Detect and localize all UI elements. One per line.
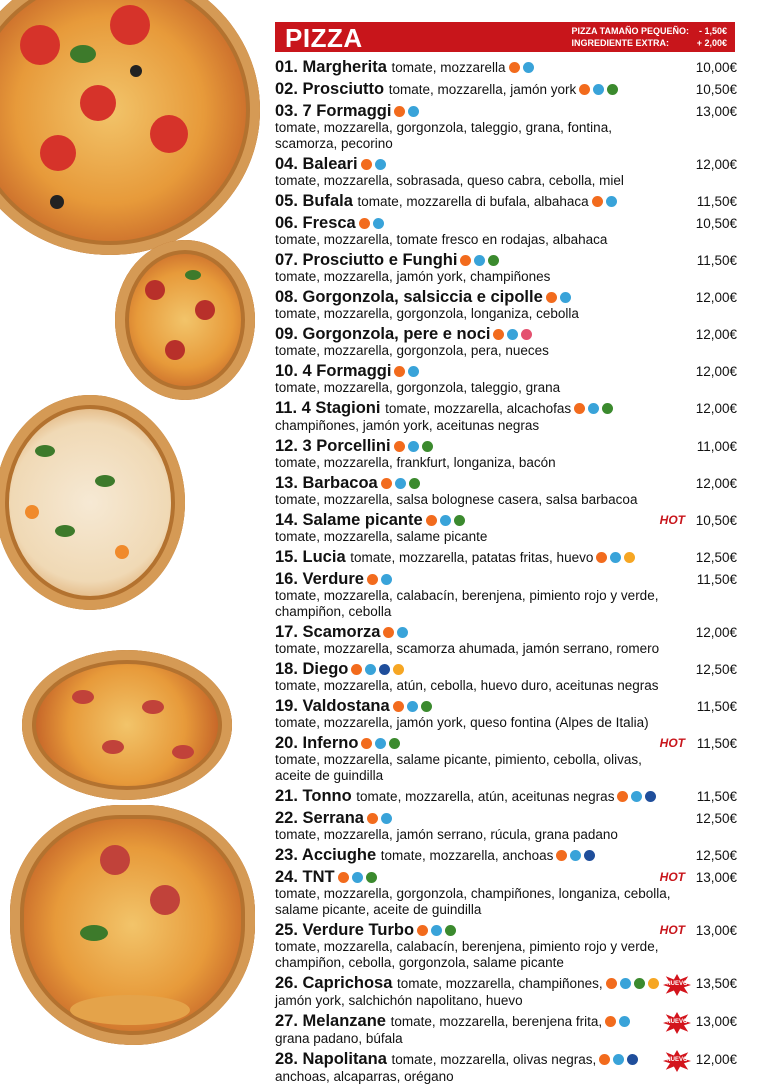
orange-allergen-icon: [394, 366, 405, 377]
orange-allergen-icon: [596, 552, 607, 563]
allergen-icons: [543, 288, 571, 306]
menu-item: [275, 511, 737, 545]
blue-allergen-icon: [593, 84, 604, 95]
pizza-price: 10,50€: [695, 82, 737, 97]
pizza-price: 12,50€: [695, 811, 737, 826]
pizza-ingredients: tomate, mozzarella, gorgonzola, champiñones, longaniza, cebolla, salame picante, aceite de guindilla: [275, 886, 671, 917]
menu-item: [275, 362, 737, 396]
pizza-ingredients: tomate, mozzarella, jamón york, queso fontina (Alpes de Italia): [275, 715, 649, 730]
menu-item: [275, 192, 737, 211]
pizza-ingredients: tomate, mozzarella, gorgonzola, taleggio, grana: [275, 380, 561, 395]
new-badge-label: NUEVO: [666, 981, 688, 987]
blue-allergen-icon: [381, 574, 392, 585]
pizza-name: 10. 4 Formaggi: [275, 362, 392, 380]
blue-allergen-icon: [373, 218, 384, 229]
pizza-name: 20. Inferno: [275, 734, 359, 752]
menu-item-title-line: [275, 787, 673, 806]
menu-item: [275, 974, 737, 1009]
green-allergen-icon: [366, 872, 377, 883]
pizza-price: 12,00€: [695, 290, 737, 305]
menu-item-title-line: [275, 214, 673, 232]
blue-allergen-icon: [619, 1016, 630, 1027]
pizza-price: 13,00€: [695, 1014, 737, 1029]
blue-allergen-icon: [375, 159, 386, 170]
pizza-name: 19. Valdostana: [275, 697, 390, 715]
menu-item-title-line: [275, 868, 673, 886]
menu-item: [275, 80, 737, 99]
menu-header-bar: [275, 22, 735, 52]
small-size-price: - 1,50€: [698, 26, 727, 36]
green-allergen-icon: [602, 403, 613, 414]
menu-item: [275, 1050, 737, 1085]
blue-allergen-icon: [588, 403, 599, 414]
menu-item: [275, 921, 737, 971]
orange-allergen-icon: [579, 84, 590, 95]
pizza-ingredients-inline: tomate, mozzarella: [391, 60, 506, 75]
allergen-icons: [391, 437, 433, 455]
pizza-name: 25. Verdure Turbo: [275, 921, 415, 939]
allergen-icons: [614, 787, 656, 805]
pizza-ingredients: tomate, mozzarella, sobrasada, queso cabra, cebolla, miel: [275, 173, 624, 188]
pizza-image-2: [115, 240, 255, 400]
pizza-name: 27. Melanzane: [275, 1012, 386, 1030]
blue-allergen-icon: [474, 255, 485, 266]
menu-item: [275, 570, 737, 620]
allergen-icons: [602, 1012, 630, 1030]
pizza-image-slice: [10, 805, 255, 1045]
pizza-ingredients: tomate, mozzarella, gorgonzola, taleggio, grana, fontina, scamorza, pecorino: [275, 120, 612, 151]
pizza-ingredients: jamón york, salchichón napolitano, huevo: [275, 993, 523, 1008]
pizza-ingredients: tomate, mozzarella, gorgonzola, longaniza, cebolla: [275, 306, 579, 321]
blue-allergen-icon: [431, 925, 442, 936]
pizza-price: 12,50€: [695, 662, 737, 677]
orange-allergen-icon: [394, 106, 405, 117]
pizza-name: 12. 3 Porcellini: [275, 437, 391, 455]
navy-allergen-icon: [627, 1054, 638, 1065]
pizza-ingredients: tomate, mozzarella, jamón york, champiñones: [275, 269, 551, 284]
allergen-icons: [391, 102, 419, 120]
new-badge-label: NUEVO: [666, 1019, 688, 1025]
menu-item: [275, 660, 737, 694]
pizza-ingredients-inline: tomate, mozzarella, champiñones,: [396, 976, 603, 991]
green-allergen-icon: [634, 978, 645, 989]
extra-ingredient-price: + 2,00€: [696, 38, 727, 48]
blue-allergen-icon: [408, 106, 419, 117]
menu-item: [275, 102, 737, 152]
blue-allergen-icon: [397, 627, 408, 638]
allergen-icons: [596, 1050, 638, 1068]
pizza-name: 23. Acciughe: [275, 846, 377, 864]
pizza-price: 11,50€: [696, 572, 737, 587]
pizza-name: 05. Bufala: [275, 192, 353, 210]
pizza-price: 10,00€: [695, 60, 737, 75]
menu-item-title-line: [275, 1050, 673, 1069]
orange-allergen-icon: [509, 62, 520, 73]
pizza-ingredients: tomate, mozzarella, gorgonzola, pera, nueces: [275, 343, 549, 358]
pizza-ingredients-inline: tomate, mozzarella, olivas negras,: [391, 1052, 597, 1067]
orange-allergen-icon: [351, 664, 362, 675]
allergen-icons: [348, 660, 404, 678]
pizza-price: 12,50€: [695, 848, 737, 863]
pizza-price: 11,50€: [696, 253, 737, 268]
blue-allergen-icon: [408, 366, 419, 377]
pizza-price: 13,50€: [695, 976, 737, 991]
menu-item-title-line: [275, 623, 673, 641]
blue-allergen-icon: [631, 791, 642, 802]
hot-badge: HOT: [659, 870, 685, 884]
green-allergen-icon: [607, 84, 618, 95]
pizza-name: 04. Baleari: [275, 155, 358, 173]
menu-item-title-line: [275, 921, 673, 939]
orange-allergen-icon: [417, 925, 428, 936]
pizza-ingredients-inline: tomate, mozzarella, anchoas: [380, 848, 554, 863]
allergen-icons: [356, 214, 384, 232]
pizza-price: 11,50€: [696, 736, 737, 751]
pizza-price: 12,50€: [695, 550, 737, 565]
orange-allergen-icon: [359, 218, 370, 229]
pizza-name: 24. TNT: [275, 868, 335, 886]
pizza-ingredients: tomate, mozzarella, salame picante: [275, 529, 488, 544]
menu-item: [275, 787, 737, 806]
orange-allergen-icon: [574, 403, 585, 414]
pizza-name: 26. Caprichosa: [275, 974, 393, 992]
pink-allergen-icon: [521, 329, 532, 340]
menu-item-title-line: [275, 570, 673, 588]
orange-allergen-icon: [338, 872, 349, 883]
allergen-icons: [358, 155, 386, 173]
pizza-ingredients: tomate, mozzarella, salsa bolognese casera, salsa barbacoa: [275, 492, 638, 507]
green-allergen-icon: [445, 925, 456, 936]
pizza-price: 12,00€: [695, 401, 737, 416]
yellow-allergen-icon: [624, 552, 635, 563]
allergen-icons: [378, 474, 420, 492]
blue-allergen-icon: [610, 552, 621, 563]
blue-allergen-icon: [440, 515, 451, 526]
orange-allergen-icon: [393, 701, 404, 712]
new-badge: [663, 1050, 691, 1072]
menu-item-title-line: [275, 548, 673, 567]
orange-allergen-icon: [361, 159, 372, 170]
allergen-icons: [553, 846, 595, 864]
pizza-name: 03. 7 Formaggi: [275, 102, 392, 120]
menu-item: [275, 474, 737, 508]
pizza-price: 10,50€: [695, 216, 737, 231]
menu-item: [275, 437, 737, 471]
pizza-ingredients: tomate, mozzarella, atún, cebolla, huevo duro, aceitunas negras: [275, 678, 659, 693]
pizza-ingredients: tomate, mozzarella, jamón serrano, rúcula, grana padano: [275, 827, 618, 842]
pizza-name: 14. Salame picante: [275, 511, 423, 529]
blue-allergen-icon: [381, 813, 392, 824]
allergen-icons: [380, 623, 408, 641]
menu-item: [275, 623, 737, 657]
pizza-price: 11,50€: [696, 194, 737, 209]
pizza-name: 07. Prosciutto e Funghi: [275, 251, 458, 269]
hot-badge: HOT: [659, 923, 685, 937]
pizza-ingredients-inline: tomate, mozzarella, alcachofas: [385, 401, 572, 416]
pizza-price: 12,00€: [695, 625, 737, 640]
pizza-name: 08. Gorgonzola, salsiccia e cipolle: [275, 288, 543, 306]
navy-allergen-icon: [645, 791, 656, 802]
blue-allergen-icon: [620, 978, 631, 989]
pizza-name: 28. Napolitana: [275, 1050, 387, 1068]
orange-allergen-icon: [617, 791, 628, 802]
new-badge: [663, 1012, 691, 1034]
menu-item-title-line: [275, 192, 673, 211]
blue-allergen-icon: [408, 441, 419, 452]
allergen-icons: [490, 325, 532, 343]
pizza-image-top: [0, 0, 260, 255]
menu-item-title-line: [275, 288, 673, 306]
pizza-price: 12,00€: [695, 364, 737, 379]
pizza-name: 16. Verdure: [275, 570, 364, 588]
menu-item: [275, 697, 737, 731]
pizza-name: 22. Serrana: [275, 809, 364, 827]
pizza-name: 06. Fresca: [275, 214, 356, 232]
allergen-icons: [391, 362, 419, 380]
blue-allergen-icon: [352, 872, 363, 883]
pizza-price: 12,00€: [695, 1052, 737, 1067]
allergen-icons: [593, 548, 635, 566]
allergen-icons: [358, 734, 400, 752]
menu-item-title-line: [275, 697, 673, 715]
blue-allergen-icon: [523, 62, 534, 73]
pizza-image-4: [22, 650, 232, 800]
pizza-price: 10,50€: [695, 513, 737, 528]
menu-item-title-line: [275, 734, 673, 752]
blue-allergen-icon: [606, 196, 617, 207]
pizza-price: 13,00€: [695, 870, 737, 885]
menu-title: PIZZA: [285, 23, 363, 53]
pizza-ingredients-inline: tomate, mozzarella, jamón york: [388, 82, 577, 97]
orange-allergen-icon: [361, 738, 372, 749]
green-allergen-icon: [422, 441, 433, 452]
orange-allergen-icon: [381, 478, 392, 489]
navy-allergen-icon: [379, 664, 390, 675]
menu-item-title-line: [275, 660, 673, 678]
pizza-image-3: [0, 395, 185, 610]
menu-item-title-line: [275, 251, 673, 269]
green-allergen-icon: [421, 701, 432, 712]
allergen-icons: [335, 868, 377, 886]
orange-allergen-icon: [367, 574, 378, 585]
menu-item: [275, 325, 737, 359]
blue-allergen-icon: [507, 329, 518, 340]
pizza-ingredients: champiñones, jamón york, aceitunas negras: [275, 418, 540, 433]
allergen-icons: [364, 570, 392, 588]
menu-item: [275, 734, 737, 784]
pizza-name: 02. Prosciutto: [275, 80, 385, 98]
pizza-price: 11,50€: [696, 789, 737, 804]
menu-item: [275, 809, 737, 843]
pizza-price: 11,50€: [696, 699, 737, 714]
pizza-price: 11,00€: [696, 439, 737, 454]
yellow-allergen-icon: [648, 978, 659, 989]
allergen-icons: [589, 192, 617, 210]
pizza-ingredients-inline: tomate, mozzarella, patatas fritas, huevo: [350, 550, 594, 565]
menu-item-title-line: [275, 155, 673, 173]
new-badge-label: NUEVO: [666, 1057, 688, 1063]
orange-allergen-icon: [605, 1016, 616, 1027]
menu-item: [275, 251, 737, 285]
pizza-price: 13,00€: [695, 923, 737, 938]
menu-item: [275, 214, 737, 248]
orange-allergen-icon: [367, 813, 378, 824]
orange-allergen-icon: [546, 292, 557, 303]
allergen-icons: [457, 251, 499, 269]
new-badge: [663, 974, 691, 996]
menu-item-title-line: [275, 1012, 673, 1031]
pizza-menu-list: [275, 58, 737, 1088]
pizza-price: 12,00€: [695, 157, 737, 172]
pizza-price: 13,00€: [695, 104, 737, 119]
pizza-ingredients: tomate, mozzarella, scamorza ahumada, jamón serrano, romero: [275, 641, 660, 656]
menu-item: [275, 58, 737, 77]
allergen-icons: [603, 974, 659, 992]
blue-allergen-icon: [375, 738, 386, 749]
pizza-ingredients: tomate, mozzarella, salame picante, pimiento, cebolla, olivas, aceite de guindilla: [275, 752, 642, 783]
pizza-name: 15. Lucia: [275, 548, 346, 566]
green-allergen-icon: [389, 738, 400, 749]
menu-item: [275, 868, 737, 918]
allergen-icons: [414, 921, 456, 939]
blue-allergen-icon: [365, 664, 376, 675]
pizza-ingredients-inline: tomate, mozzarella di bufala, albahaca: [357, 194, 589, 209]
orange-allergen-icon: [599, 1054, 610, 1065]
menu-item: [275, 399, 737, 434]
green-allergen-icon: [488, 255, 499, 266]
navy-allergen-icon: [584, 850, 595, 861]
pizza-price: 12,00€: [695, 327, 737, 342]
blue-allergen-icon: [560, 292, 571, 303]
pizza-ingredients: tomate, mozzarella, frankfurt, longaniza, bacón: [275, 455, 556, 470]
allergen-icons: [364, 809, 392, 827]
pizza-name: 11. 4 Stagioni: [275, 399, 381, 417]
allergen-icons: [571, 399, 613, 417]
pizza-ingredients: anchoas, alcaparras, orégano: [275, 1069, 454, 1084]
menu-item: [275, 548, 737, 567]
orange-allergen-icon: [394, 441, 405, 452]
allergen-icons: [506, 58, 534, 76]
pizza-name: 01. Margherita: [275, 58, 387, 76]
menu-item-title-line: [275, 399, 673, 418]
menu-item: [275, 846, 737, 865]
pizza-name: 13. Barbacoa: [275, 474, 378, 492]
yellow-allergen-icon: [393, 664, 404, 675]
header-pricing-info: [571, 25, 727, 49]
pizza-images-column: [0, 0, 268, 1063]
allergen-icons: [423, 511, 465, 529]
menu-item-title-line: [275, 362, 673, 380]
pizza-name: 17. Scamorza: [275, 623, 381, 641]
pizza-name: 18. Diego: [275, 660, 349, 678]
menu-item-title-line: [275, 325, 673, 343]
green-allergen-icon: [409, 478, 420, 489]
pizza-ingredients: tomate, mozzarella, calabacín, berenjena, pimiento rojo y verde, champiñon, cebolla, gorgonzola, salame picante: [275, 939, 659, 970]
orange-allergen-icon: [592, 196, 603, 207]
blue-allergen-icon: [395, 478, 406, 489]
pizza-ingredients-inline: tomate, mozzarella, atún, aceitunas negras: [356, 789, 615, 804]
menu-item-title-line: [275, 102, 673, 120]
menu-item-title-line: [275, 58, 673, 77]
orange-allergen-icon: [460, 255, 471, 266]
menu-item: [275, 1012, 737, 1047]
pizza-ingredients: grana padano, búfala: [275, 1031, 403, 1046]
menu-item-title-line: [275, 974, 673, 993]
green-allergen-icon: [454, 515, 465, 526]
pizza-ingredients-inline: tomate, mozzarella, berenjena frita,: [390, 1014, 603, 1029]
pizza-ingredients: tomate, mozzarella, tomate fresco en rodajas, albahaca: [275, 232, 608, 247]
pizza-ingredients: tomate, mozzarella, calabacín, berenjena, pimiento rojo y verde, champiñon, cebolla: [275, 588, 659, 619]
orange-allergen-icon: [493, 329, 504, 340]
allergen-icons: [576, 80, 618, 98]
hot-badge: HOT: [659, 736, 685, 750]
allergen-icons: [390, 697, 432, 715]
orange-allergen-icon: [556, 850, 567, 861]
menu-item: [275, 155, 737, 189]
extra-ingredient-label: INGREDIENTE EXTRA:: [571, 38, 669, 48]
menu-item-title-line: [275, 809, 673, 827]
menu-item-title-line: [275, 846, 673, 865]
hot-badge: HOT: [659, 513, 685, 527]
orange-allergen-icon: [606, 978, 617, 989]
menu-item-title-line: [275, 80, 673, 99]
menu-item-title-line: [275, 511, 673, 529]
blue-allergen-icon: [613, 1054, 624, 1065]
pizza-name: 09. Gorgonzola, pere e noci: [275, 325, 491, 343]
small-size-label: PIZZA TAMAÑO PEQUEÑO:: [571, 26, 689, 36]
pizza-name: 21. Tonno: [275, 787, 352, 805]
pizza-price: 12,00€: [695, 476, 737, 491]
blue-allergen-icon: [570, 850, 581, 861]
menu-item-title-line: [275, 474, 673, 492]
blue-allergen-icon: [407, 701, 418, 712]
orange-allergen-icon: [426, 515, 437, 526]
menu-item-title-line: [275, 437, 673, 455]
orange-allergen-icon: [383, 627, 394, 638]
menu-item: [275, 288, 737, 322]
